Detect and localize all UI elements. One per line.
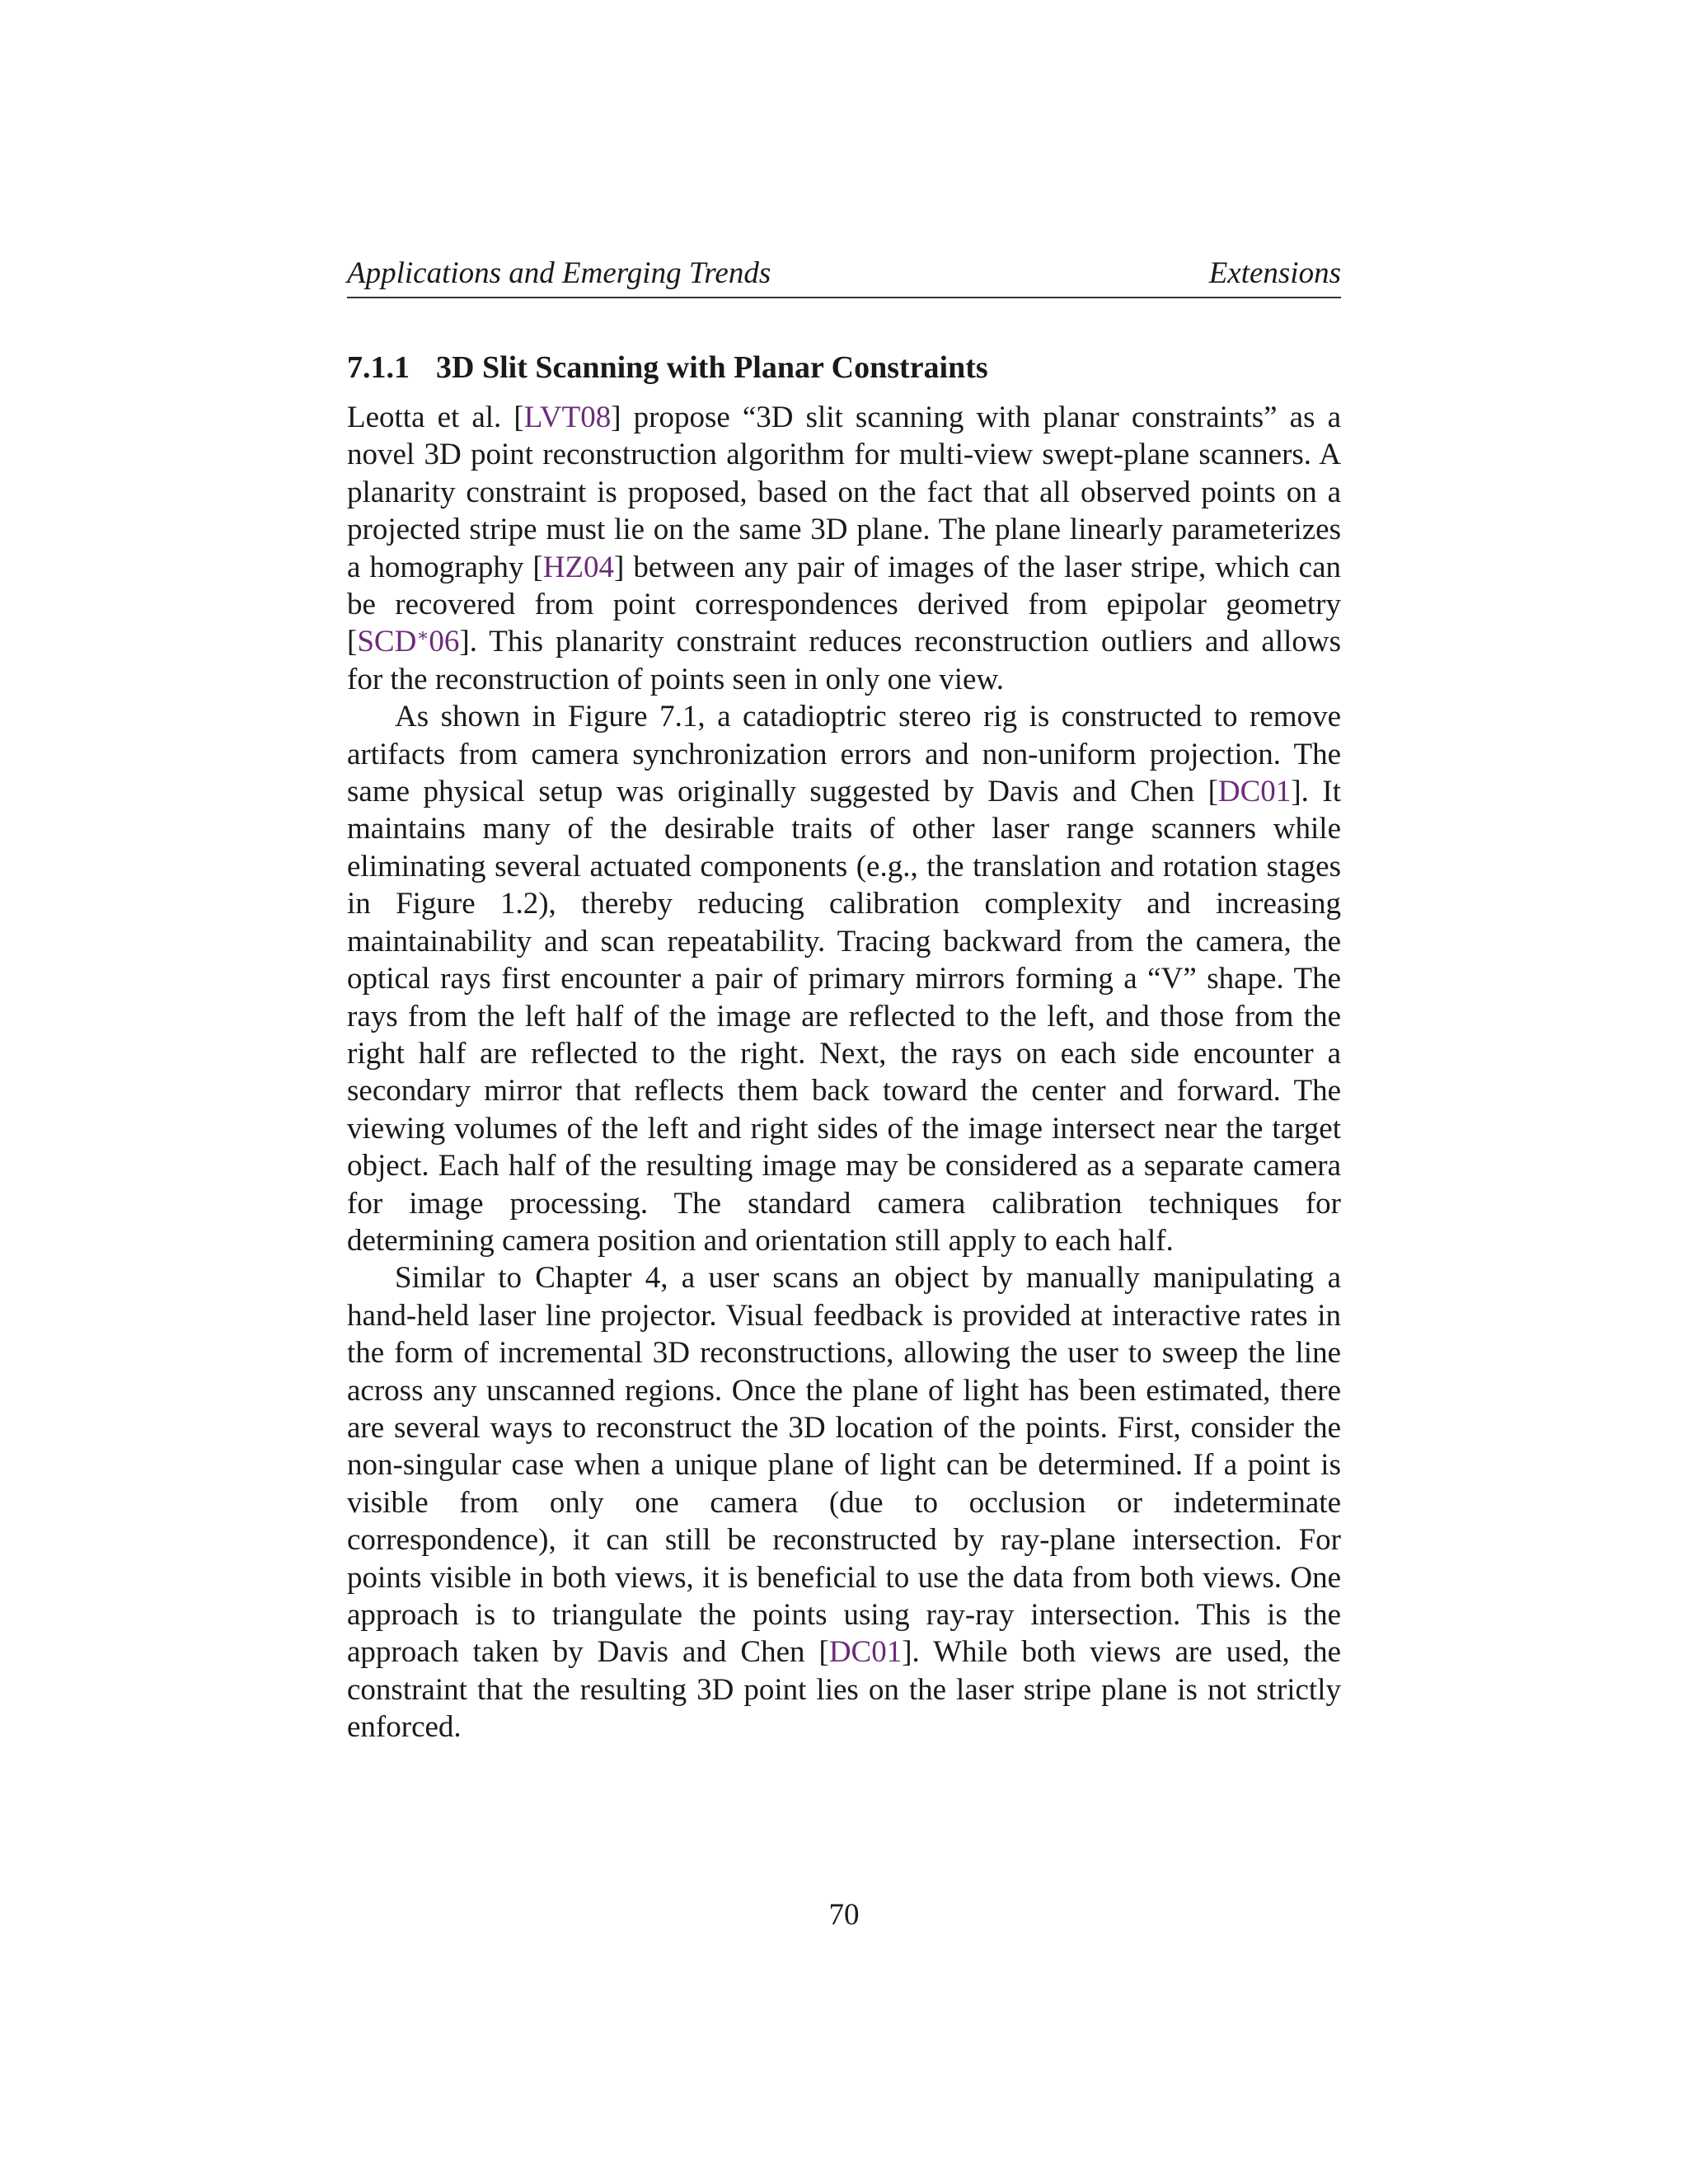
text-run: Similar to Chapter 4, a user scans an object by manually manipulating a hand-held laser line projector. Visual feedback is provided at interactive rates in the form of incremental 3D reconstructions, allowing the user to sweep the line across any unscanned regions. Once the plane of light has been estimated, there are several ways to reconstruct the 3D location of the points. First, consider the non-singular case when a unique plane of light can be determined. If a point is visible from only one camera (due to occlusion or indeterminate correspondence), it can still be reconstructed by ray-plane intersection. For points visible in both views, it is beneficial to use the data from both views. One approach is to triangulate the points using ray-ray intersection. This is the approach taken by Davis and Chen [ — [347, 1261, 1341, 1670]
body-text — [347, 399, 1341, 1746]
section-number: 7.1.1 — [347, 350, 410, 385]
section-heading — [347, 346, 1341, 389]
paragraph-1 — [347, 399, 1341, 698]
text-run: As shown in Figure 7.1, a catadioptric stereo rig is constructed to remove artifacts from camera synchronization errors and non-uniform projection. The same physical setup was originally suggested by Davis and Chen [ — [347, 700, 1341, 809]
header-section-title: Extensions — [1208, 256, 1341, 290]
text-run: ] between any pair of images of the laser stripe, which can be recovered from point correspondences derived from epipolar geometry [ — [347, 550, 1341, 659]
paragraph-2 — [347, 698, 1341, 1259]
text-run: ]. While both views are used, the constraint that the resulting 3D point lies on the laser stripe plane is not strictly enforced. — [347, 1635, 1341, 1745]
citation-superscript: ∗ — [416, 625, 429, 646]
citation-link-scd06[interactable] — [357, 625, 459, 658]
text-run: ]. This planarity constraint reduces reconstruction outliers and allows for the reconstruction of points seen in only one view. — [347, 625, 1341, 696]
paragraph-3 — [347, 1259, 1341, 1746]
page-number: 70 — [828, 1898, 860, 1932]
running-header — [347, 255, 1341, 298]
citation-link-dc01[interactable]: DC01 — [1217, 775, 1292, 809]
citation-text: 06 — [429, 625, 460, 659]
citation-text: SCD — [357, 625, 417, 659]
citation-link-hz04[interactable]: HZ04 — [542, 550, 615, 584]
header-chapter-title: Applications and Emerging Trends — [347, 256, 771, 290]
text-run: ]. It maintains many of the desirable traits of other laser range scanners while eliminating several actuated components (e.g., the translation and rotation stages in Figure 1.2), thereby reducing calibration complexity and increasing maintainability and scan repeatability. Tracing backward from the camera, the optical rays first encounter a pair of primary mirrors forming a “V” shape. The rays from the left half of the image are reflected to the left, and those from the right half are reflected to the right. Next, the rays on each side encounter a secondary mirror that reflects them back toward the center and forward. The viewing volumes of the left and right sides of the image intersect near the target object. Each half of the resulting image may be considered as a separate camera for image processing. The standard camera calibration techniques for determining camera position and orientation still apply to each half. — [347, 775, 1341, 1258]
text-run: Leotta et al. [ — [347, 401, 524, 434]
citation-link-lvt08[interactable]: LVT08 — [523, 401, 612, 434]
text-run: ] propose “3D slit scanning with planar constraints” as a novel 3D point reconstruction algorithm for multi-view swept-plane scanners. A planarity constraint is proposed, based on the fact that all observed points on a projected stripe must lie on the same 3D plane. The plane linearly parameterizes a homography [ — [347, 401, 1341, 584]
page-content — [347, 255, 1341, 1746]
citation-link-dc01-second[interactable]: DC01 — [828, 1635, 903, 1670]
section-title: 3D Slit Scanning with Planar Constraints — [436, 350, 988, 385]
